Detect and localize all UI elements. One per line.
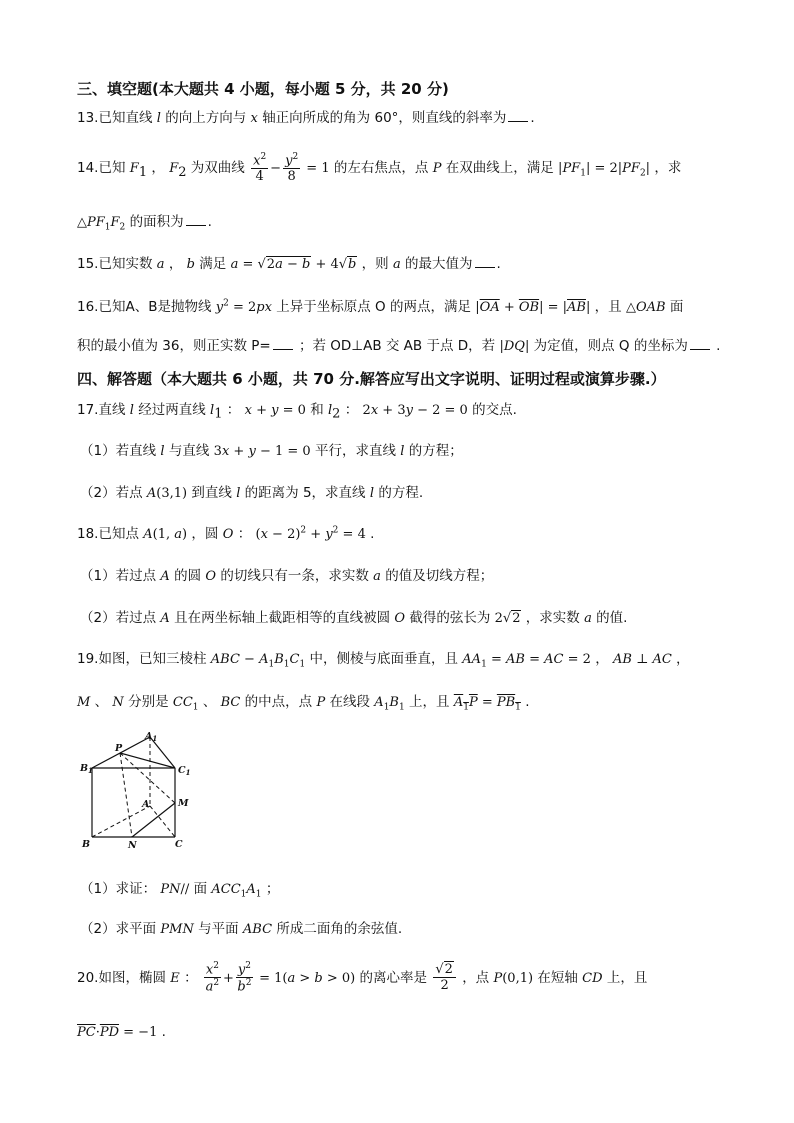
label-a1: $A_1$ xyxy=(145,731,158,743)
section-4-heading: 四、解答题（本大题共 6 小题，共 70 分.解答应写出文字说明、证明过程或演算步骤.） xyxy=(77,370,666,388)
question-13: 13.已知直线 l 的向上方向与 x 轴正向所成的角为 60°，则直线的斜率为 . xyxy=(77,110,535,126)
edge-b-a-hidden xyxy=(92,806,150,837)
segment-p-n-hidden xyxy=(120,753,132,837)
segment-n-m xyxy=(132,803,175,837)
question-17-part-1: （1）若直线 l 与直线 3x + y − 1 = 0 平行，求直线 l 的方程； xyxy=(80,443,463,459)
question-14-cont: $\triangle PF_1F_2$ 的面积为 . xyxy=(77,214,212,233)
question-18-part-1: （1）若过点 A 的圆 O 的切线只有一条，求实数 a 的值及切线方程； xyxy=(80,568,494,584)
question-19: 19.如图，已知三棱柱 ABC − $A_1B_1C_1$ 中，侧棱与底面垂直，且 $AA_1$ = AB = AC = 2 ， AB ⊥ AC ， xyxy=(77,651,690,670)
question-18-part-2: （2）若过点 A 且在两坐标轴上截距相等的直线被圆 O 截得的弦长为 2√2 ，求实数 a 的值. xyxy=(80,610,628,626)
label-m: M xyxy=(178,798,189,809)
label-p: P xyxy=(115,743,123,754)
edge-a-c-hidden xyxy=(150,806,175,837)
question-20: 20.如图，椭圆 E ： $\frac{x^2}{a^2}$ + $\frac{y^2}{b^2}$ = 1(a > b > 0) 的离心率是 $\frac{√2}{2}$ ，点 P(0,1) 在短轴 CD 上，且 xyxy=(77,961,648,995)
question-17-part-2: （2）若点 A(3,1) 到直线 l 的距离为 5，求直线 l 的方程. xyxy=(80,485,424,501)
label-c1: $C_1$ xyxy=(178,765,191,777)
label-b: B xyxy=(82,839,91,850)
prism-figure xyxy=(78,731,198,851)
label-c: C xyxy=(175,839,183,850)
segment-p-c1 xyxy=(120,753,175,768)
label-b1: $B_1$ xyxy=(80,763,93,775)
question-16-cont: 积的最小值为 36，则正实数 P= ；若 OD⊥AB 交 AB 于点 D，若 |DQ| 为定值，则点 Q 的坐标为 . xyxy=(77,338,721,354)
label-a: A xyxy=(142,799,150,810)
question-19-part-2: （2）求平面 PMN 与平面 ABC 所成二面角的余弦值. xyxy=(80,921,403,937)
label-n: N xyxy=(128,840,137,851)
question-18: 18.已知点 A(1, a) ，圆 O ： $(x - 2)^2 + y^2 = 4$ . xyxy=(77,525,375,542)
question-14: 14.已知 $F_1$ ， $F_2$ 为双曲线 $\frac{x^2}{4}$ − $\frac{y^2}{8}$ = 1 的左右焦点，点 P 在双曲线上，满足 $|PF_1| = 2|PF_2|$ ，求 xyxy=(77,152,682,185)
question-16: 16.已知A、B是抛物线 $y^2 = 2px$ 上异于坐标原点 O 的两点，满足 $|\overline{OA} + \overline{OB}| = |\overline{AB}|$ ，且 △OAB 面 xyxy=(77,298,684,315)
section-3-heading: 三、填空题(本大题共 4 小题，每小题 5 分，共 20 分) xyxy=(77,80,449,98)
question-15: 15.已知实数 a ， b 满足 a = √2a − b + 4√b ，则 a 的最大值为 . xyxy=(77,256,501,272)
question-19-part-1: （1）求证： PN// 面 $ACC_1A_1$ ； xyxy=(80,881,280,900)
question-17: 17.直线 l 经过两直线 $l_1$ ： x + y = 0 和 $l_2$ ： 2x + 3y − 2 = 0 的交点. xyxy=(77,402,517,422)
question-20-cont: $\overline{PC}\cdot\overline{PD} = -1$ . xyxy=(77,1024,166,1040)
question-19-cont: M 、 N 分别是 $CC_1$ 、 BC 的中点，点 P 在线段 $A_1B_1$ 上，且 $A_1P = PB_1$ . xyxy=(77,694,530,713)
